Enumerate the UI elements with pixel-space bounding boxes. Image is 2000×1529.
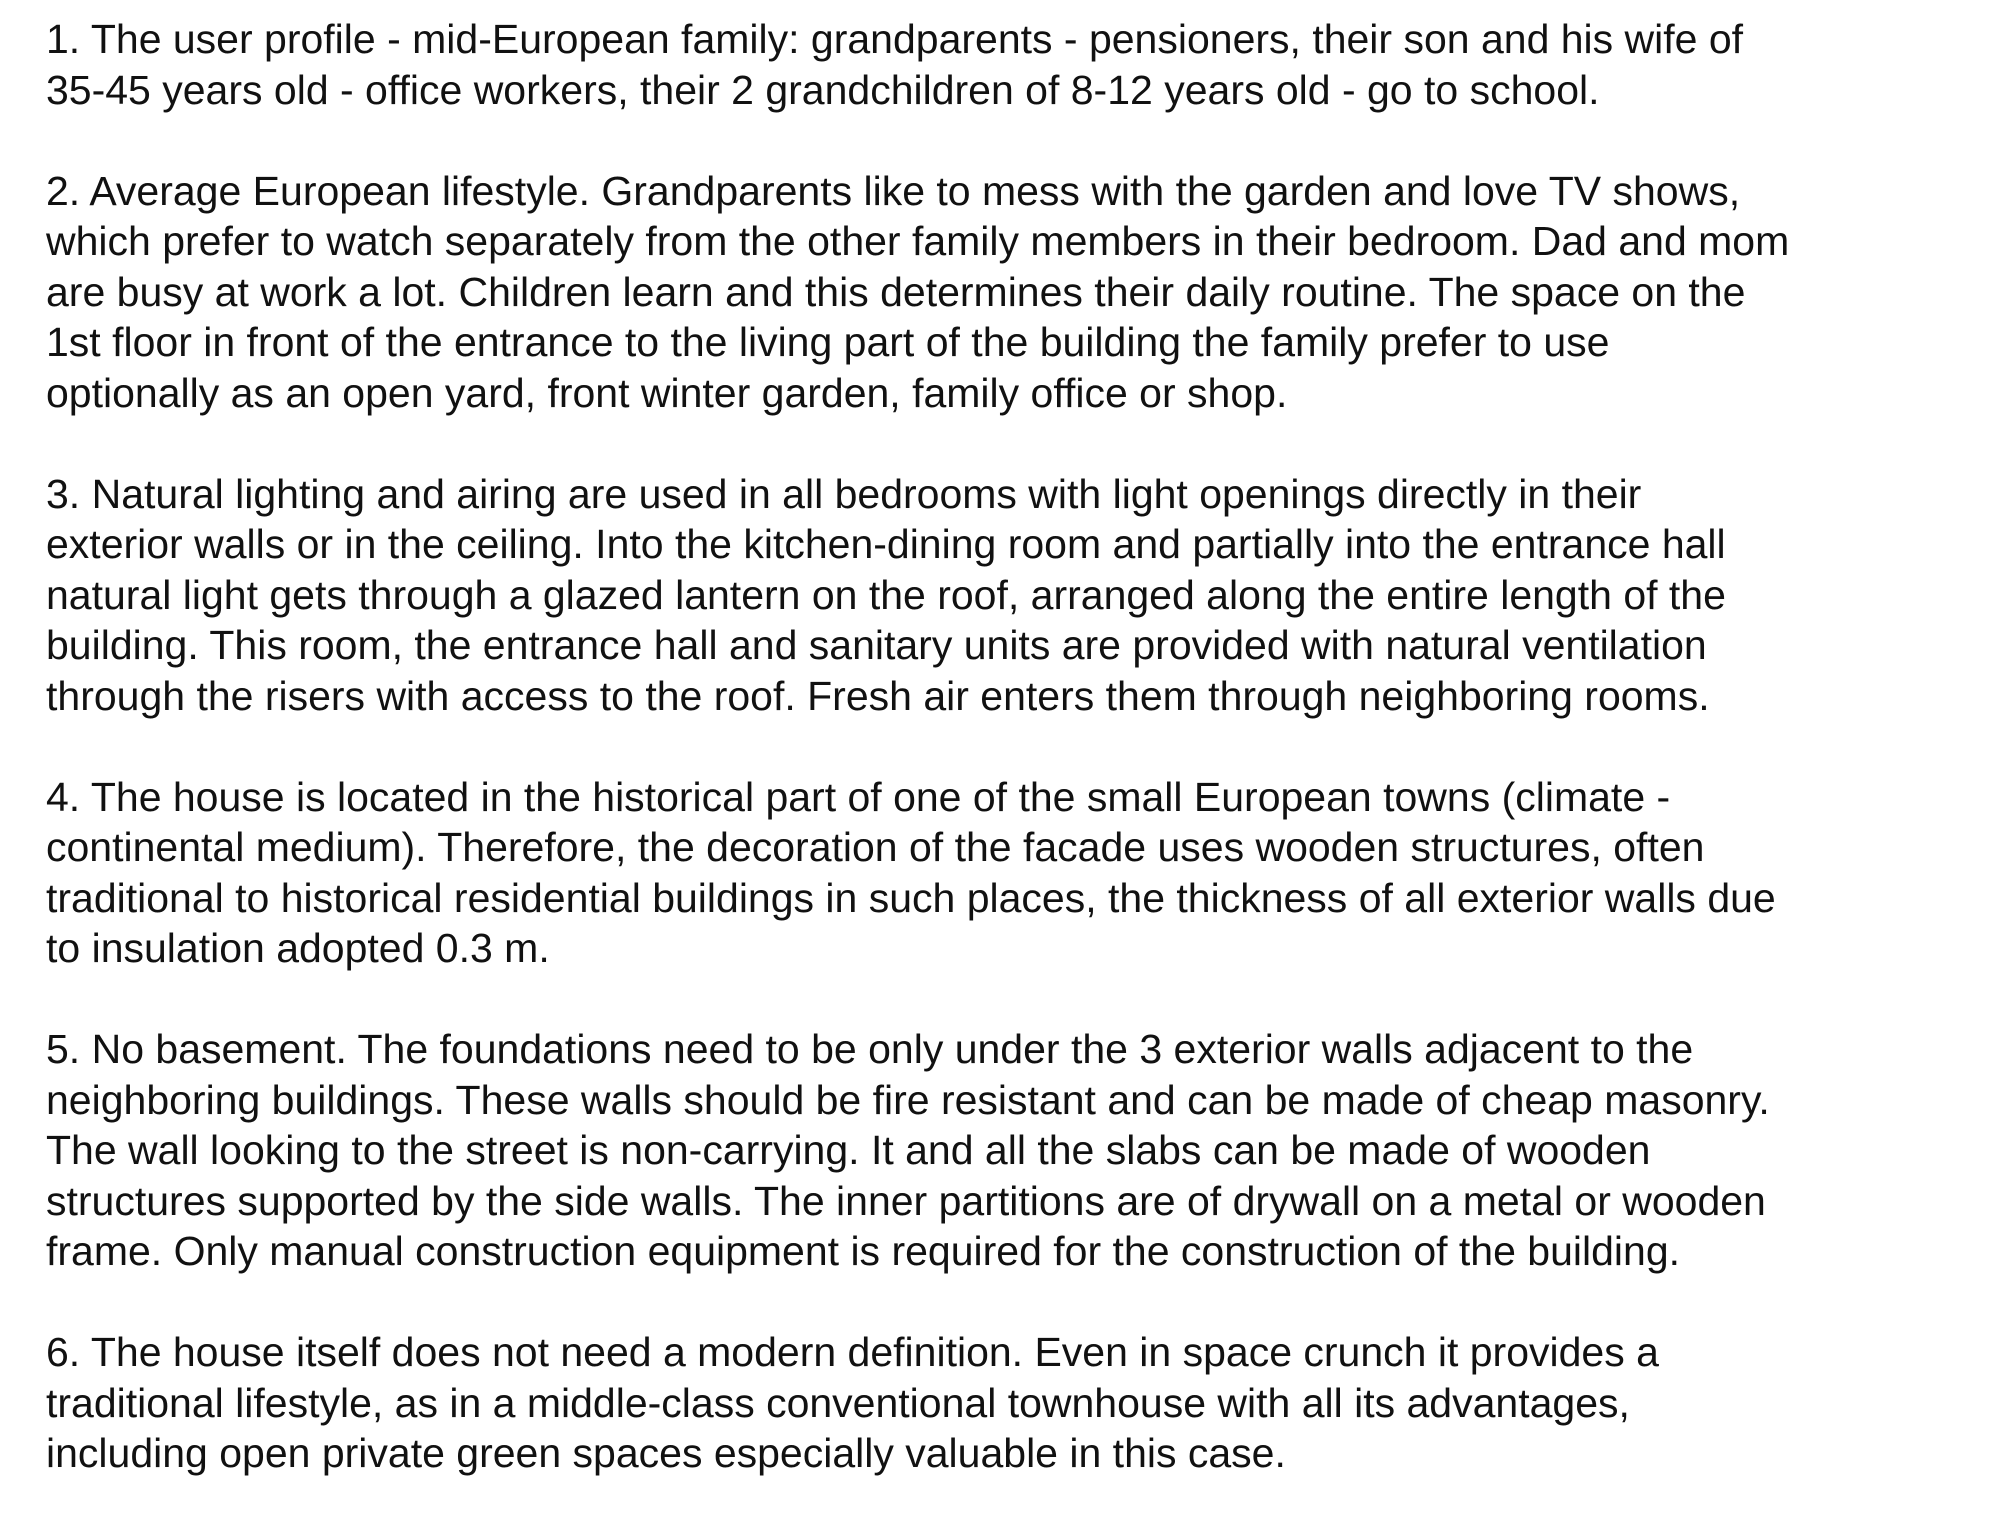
text-line: to insulation adopted 0.3 m. — [46, 925, 550, 971]
text-line: traditional lifestyle, as in a middle-class conventional townhouse with all its advantages, — [46, 1379, 1630, 1426]
text-line: 35-45 years old - office workers, their 2 grandchildren of 8-12 years old - go to school. — [46, 66, 1600, 113]
text-line: structures supported by the side walls. The inner partitions are of drywall on a metal or wooden — [46, 1177, 1766, 1224]
text-line: through the risers with access to the roof. Fresh air enters them through neighboring rooms. — [46, 672, 1710, 719]
paragraph-user-profile — [46, 14, 1986, 115]
text-line: 1. The user profile - mid-European family: grandparents - pensioners, their son and his wife of — [46, 16, 1744, 62]
paragraph-house-definition — [46, 1327, 1986, 1479]
text-line: natural light gets through a glazed lantern on the roof, arranged along the entire length of the — [46, 571, 1726, 618]
text-line: including open private green spaces especially valuable in this case. — [46, 1430, 1286, 1476]
paragraph-construction — [46, 1024, 1986, 1277]
text-line: neighboring buildings. These walls should be fire resistant and can be made of cheap masonry. — [46, 1076, 1770, 1123]
text-line: exterior walls or in the ceiling. Into the kitchen-dining room and partially into the entrance hall — [46, 521, 1726, 567]
text-line: 5. No basement. The foundations need to be only under the 3 exterior walls adjacent to the — [46, 1026, 1694, 1072]
paragraph-location-facade — [46, 772, 1986, 974]
text-line: optionally as an open yard, front winter garden, family office or shop. — [46, 369, 1288, 416]
paragraph-lighting-airing — [46, 469, 1986, 722]
text-line: continental medium). Therefore, the decoration of the facade uses wooden structures, often — [46, 824, 1705, 870]
document-body — [46, 14, 1986, 1529]
text-line: 6. The house itself does not need a modern definition. Even in space crunch it provides a — [46, 1329, 1659, 1375]
text-line: frame. Only manual construction equipment is required for the construction of the building. — [46, 1228, 1681, 1274]
text-line: The wall looking to the street is non-carrying. It and all the slabs can be made of wooden — [46, 1127, 1651, 1173]
text-line: 1st floor in front of the entrance to the living part of the building the family prefer to use — [46, 319, 1610, 365]
text-line: 2. Average European lifestyle. Grandparents like to mess with the garden and love TV shows, — [46, 167, 1741, 214]
text-line: building. This room, the entrance hall and sanitary units are provided with natural ventilation — [46, 622, 1707, 668]
text-line: traditional to historical residential buildings in such places, the thickness of all exterior walls due — [46, 874, 1776, 921]
text-line: are busy at work a lot. Children learn and this determines their daily routine. The space on the — [46, 268, 1746, 315]
text-line: 3. Natural lighting and airing are used in all bedrooms with light openings directly in their — [46, 470, 1642, 517]
text-line: which prefer to watch separately from the other family members in their bedroom. Dad and mom — [46, 218, 1790, 264]
paragraph-lifestyle — [46, 166, 1986, 419]
text-line: 4. The house is located in the historical part of one of the small European towns (climate - — [46, 773, 1671, 820]
